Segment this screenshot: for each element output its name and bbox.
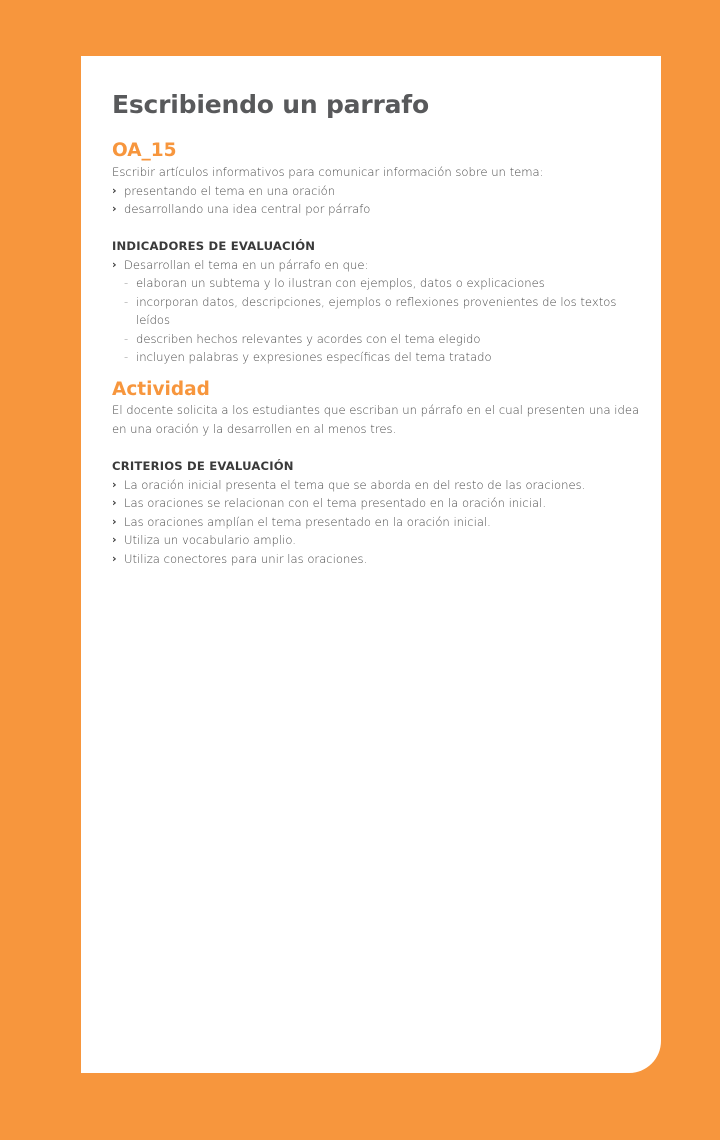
actividad-description: El docente solicita a los estudiantes que escriban un párrafo en el cual presenten una idea en una oración y la desarrollen en al menos tres. [112,403,640,436]
list-item: - elaboran un subtema y lo ilustran con ejemplos, datos o explicaciones [112,274,642,293]
list-item: - incorporan datos, descripciones, ejemplos o reflexiones provenientes de los textos leídos [124,294,617,327]
list-item: › Desarrollan el tema en un párrafo en que: [112,256,642,275]
chevron-right-icon: › [112,533,117,546]
oa-section [112,163,642,219]
criterios-heading: CRITERIOS DE EVALUACIÓN [112,459,294,473]
chevron-right-icon: › [112,514,117,528]
indicadores-list [112,256,642,275]
chevron-right-icon: › [112,496,117,509]
chevron-right-icon: › [112,257,117,271]
oa-heading: OA_15 [112,140,177,161]
list-item: › Utiliza conectores para unir las oraciones. [112,550,642,569]
criterios-list [112,476,642,569]
indicadores-heading: INDICADORES DE EVALUACIÓN [112,239,316,253]
dash-icon: - [124,276,129,290]
document-card [81,56,661,1073]
indicadores-sublist [112,274,642,367]
actividad-heading: Actividad [112,379,210,400]
oa-description: Escribir artículos informativos para comunicar información sobre un tema: [112,165,544,179]
list-item: › Las oraciones amplían el tema presentado en la oración inicial. [112,513,642,532]
list-item: › desarrollando una idea central por párrafo [112,200,642,219]
dash-icon: - [124,331,129,346]
criterios-section [112,457,642,568]
list-item: › Utiliza un vocabulario amplio. [112,531,642,550]
list-item: › Las oraciones se relacionan con el tema presentado en la oración inicial. [112,494,642,513]
indicadores-section [112,237,642,367]
list-item: › presentando el tema en una oración [112,182,642,201]
chevron-right-icon: › [112,202,117,215]
dash-icon: - [124,350,129,364]
list-item: › La oración inicial presenta el tema que se aborda en del resto de las oraciones. [112,476,642,495]
chevron-right-icon: › [112,477,117,491]
page-title: Escribiendo un parrafo [112,90,429,119]
list-item: - describen hechos relevantes y acordes con el tema elegido [112,330,642,349]
chevron-right-icon: › [112,183,117,197]
oa-list [112,182,642,219]
chevron-right-icon: › [112,551,117,565]
dash-icon: - [124,294,129,309]
list-item: - incluyen palabras y expresiones específicas del tema tratado [112,348,642,367]
actividad-section [112,401,642,438]
